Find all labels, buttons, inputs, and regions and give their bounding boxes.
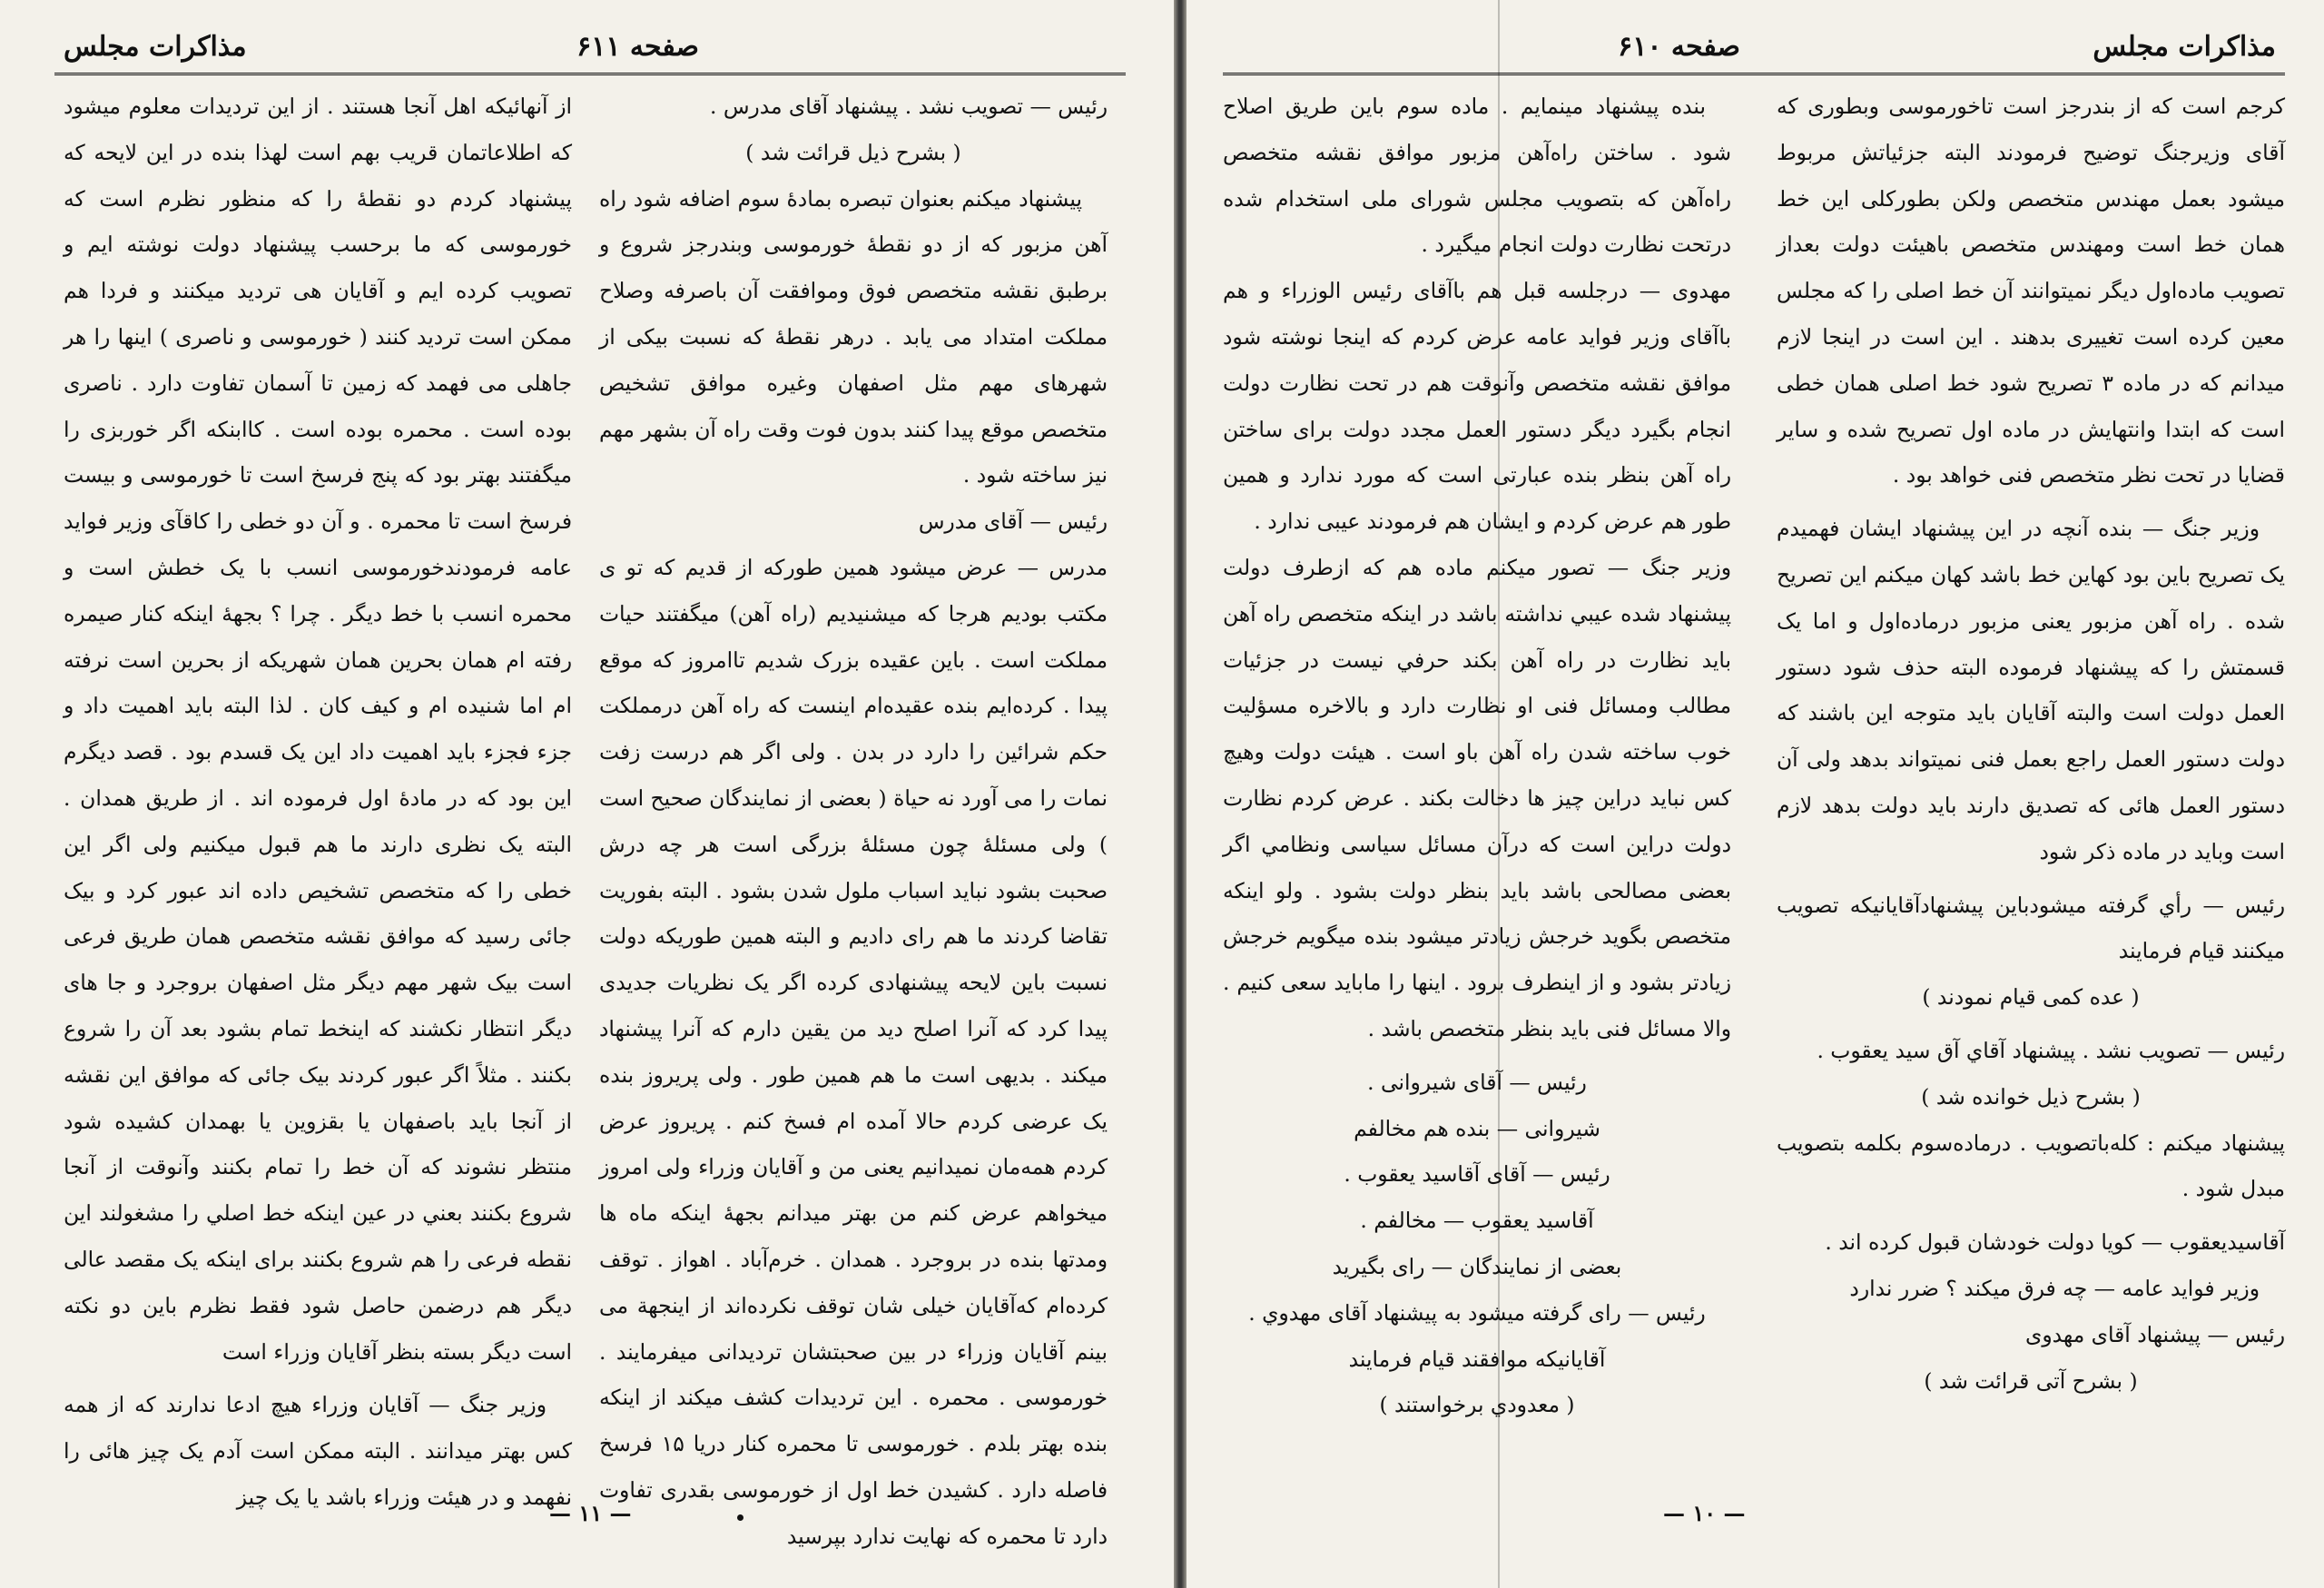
paragraph: آقایانیکه موافقند قیام فرمایند	[1348, 1346, 1606, 1372]
page-610	[1187, 0, 2324, 1588]
column-right	[1777, 84, 2285, 1500]
paragraph: مدرس — عرض میشود همین طورکه از قدیم که تو ی مکتب بودیم هرجا که میشنیدیم (راه آهن) میگفتند حیات مملکت است . باین عقیده بزرک شدیم تاامروز که موقع پیدا . کرده‌ایم بنده عقیده‌ام اینست که راه آهن درمملکت حکم شرائین را دارد در بدن . ولی اگر هم درست زفت نمات را می آورد نه حیاة ( بعضی از نمایندگان صحیح است ) ولی مسئلهٔ چون مسئلهٔ بزرگی است هر چه درش صحبت بشود نباید اسباب ملول شدن بشود . البته بفوریت تقاضا کردند ما هم رای دادیم و البته همین طوریکه دولت نسبت باین لایحه پیشنهادی کرده اگر یک نظریات جدیدی پیدا کرد که آنرا اصلح دید من یقین دارم که آنرا پیشنهاد میکند . بدیهی است ما هم همین طور . ولی پریروز بنده یک عرضی کردم حالا آمده ام فسخ کنم . پریروز عرض کردم همه‌مان نمیدانیم یعنی من و آقایان وزراء ولی امروز میخواهم عرض کنم من بهتر میدانم بجههٔ اینکه ماه ها ومدتها بنده در بروجرد . همدان . خرم‌آباد . اهواز . توقف کرده‌ام که‌آقایان خیلی شان توقف نکرده‌اند از اینجهة می بینم آقایان وزراء در بین صحبتشان تردیدانی میفرمایند . خورموسی . محمره . این تردیدات کشف میکند از اینکه بنده بهتر بلدم . خورموسی تا محمره کنار دریا ۱۵ فرسخ فاصله دارد . کشیدن خط اول از خورموسی بقدری تفاوت دارد تا محمره که نهایت ندارد بپرسید	[599, 554, 1108, 1549]
paragraph: شیروانی — بنده هم مخالفم	[1354, 1115, 1600, 1141]
page-folio: — ۱۰ —	[1663, 1500, 1746, 1526]
paragraph: رئیس — پیشنهاد آقای مهدوی	[2025, 1321, 2285, 1347]
book-gutter	[1174, 0, 1187, 1588]
header-rule	[54, 73, 1126, 75]
paragraph: وزیر جنگ — آقایان وزراء هیچ ادعا ندارند که از همه کس بهتر میدانند . البته ممکن است آدم یک چیز هائی را نفهمد و در هیئت وزراء باشد یا یک چیز	[64, 1392, 572, 1510]
paragraph: پیشنهاد میکنم : کله‌باتصویب . درماده‌سوم بکلمه بتصویب مبدل شود .	[1777, 1129, 2285, 1202]
paragraph: آقاسیدیعقوب — کویا دولت خودشان قبول کرده اند .	[1825, 1229, 2285, 1256]
paragraph: وزیر فواید عامه — چه فرق میکند ؟ ضرر ندارد	[1849, 1275, 2260, 1301]
paragraph: پیشنهاد میکنم بعنوان تبصره بمادهٔ سوم اضافه شود راه آهن مزبور که از دو نقطهٔ خورموسی وبندرجز شروع و برطبق نقشه متخصص فوق وموافقت آن باصرفه وصلاح مملکت امتداد می یابد . درهر نقطهٔ که نسبت بیکی از شهرهای مهم مثل اصفهان وغیره موافق تشخیص متخصص موقع پیدا کنند بدون فوت وقت راه آن بشهر مهم نیز ساخته شود .	[599, 185, 1108, 488]
paragraph: مهدوی — درجلسه قبل هم باآقای رئیس الوزراء و هم باآقای وزیر فواید عامه عرض کردم که اینجا نوشته شود موافق نقشه متخصص وآنوقت هم در تحت نظارت دولت انجام بگیرد دیگر دستور العمل مجدد دولت برای ساختن راه آهن بنظر بنده عبارتی است که مورد ندارد و همین طور هم عرض کردم و ایشان هم فرمودند عیبی ندارد .	[1223, 278, 1731, 535]
paragraph: رئیس — آقای آقاسید یعقوب .	[1344, 1161, 1610, 1188]
paragraph: از آنهائیکه اهل آنجا هستند . از این تردیدات معلوم میشود که اطلاعاتمان قریب بهم است لهذا بنده در این لایحه که پیشنهاد کردم دو نقطهٔ را که منظور نظرم است که خورموسی که ما برحسب پیشنهاد دولت نوشته ایم و تصویب کرده ایم و آقایان هی تردید میکنند و فردا هم ممکن است تردید کنند ( خورموسی و ناصری ) اینها را هر جاهلی می فهمد که زمین تا آسمان تفاوت دارد . ناصری بوده است . محمره بوده است . کاابنکه اگر خوربزی را میگفتند بهتر بود که پنج فرسخ است تا خورموسی و بیست فرسخ است تا محمره . و آن دو خطی را کاقآی وزیر فواید عامه فرمودندخورموسی انسب با یک خطش است و محمره انسب با خط دیگر . چرا ؟ بجههٔ اینکه کنار صیمره رفته ام همان بحرین همان شهریکه از بحرین است نرفته ام اما شنیده ام و کیف کان . لذا البته باید اهمیت داد و جزء فجزء باید اهمیت داد این یک قسدم بود . قصد دیگرم این بود که در مادهٔ اول فرموده اند . از طریق همدان . البته یک نظری دارند ما هم قبول میکنیم ولی اگر این خطی را که متخصص تشخیص داده اند عبور کرد و بیک جائی رسید که موافق نقشه متخصص همان طریق فرعی است بیک شهر مهم دیگر مثل اصفهان بروجرد و جا های دیگر انتظار نکشند که اینخط تمام بشود بعد آن را شروع بکنند . مثلاً اگر عبور کردند بیک جائی که موافق این نقشه از آنجا باید باصفهان یا بقزوین یا بهمدان کشیده شود منتظر نشوند که آن خط را تمام بکنند وآنوقت از آنجا شروع بکنند بعني در عین اینکه خط اصلي را مشغولند این نقطه فرعی را هم شروع بکنند برای اینکه یک مقصد عالی دیگر هم درضمن حاصل شود فقط نظرم باین دو نکته است دیگر بسته بنظر آقایان وزراء است	[64, 94, 572, 1365]
paragraph: کرجم است که از بندرجز است تاخورموسی وبطوری که آقای وزیرجنگ توضیح فرمودند البته جزئیاتش مربوط میشود بعمل مهندس متخصص ولکن بطورکلی این خط همان خط است ومهندس متخصص باهیئت دولت بعداز تصویب ماده‌اول دیگر نمیتوانند آن خط اصلی را که مجلس معین کرده است تغییری بدهند . این است در اینجا لازم میدانم که در ماده ۳ تصریح شود خط اصلی همان خطی است که ابتدا وانتهایش در ماده اول تصریح شده و سایر قضایا در تحت نظر متخصص فنی خواهد بود .	[1777, 94, 2285, 488]
paragraph: رئیس — رای گرفته میشود به پیشنهاد آقای مهدوي .	[1248, 1299, 1706, 1326]
header-page-number: صفحه ۶۱۱	[576, 31, 699, 63]
paragraph: ( بشرح ذیل قرائت شد )	[745, 139, 961, 165]
paragraph: ( عده کمی قیام نمودند )	[1922, 984, 2140, 1011]
header-page-number: صفحه ۶۱۰	[1618, 31, 1740, 63]
paragraph: رئیس — تصویب نشد . پیشنهاد آقای مدرس .	[709, 94, 1108, 119]
margin-dot	[737, 1514, 743, 1521]
paragraph: رئیس — تصویب نشد . پیشنهاد آقاي آق سید یعقوب .	[1817, 1037, 2285, 1063]
paragraph: ( بشرح آتی قرائت شد )	[1924, 1367, 2138, 1394]
column-left	[64, 84, 572, 1510]
paragraph: آقاسید یعقوب — مخالفم .	[1360, 1208, 1594, 1234]
column-right	[599, 84, 1108, 1549]
page-header	[54, 25, 1126, 73]
paragraph: رئیس — آقای شیروانی .	[1367, 1069, 1587, 1095]
paragraph: رئیس — آقای مدرس	[918, 508, 1108, 535]
paragraph: وزیر جنگ — بنده آنچه در این پیشنهاد ایشان فهمیدم یک تصریح باین بود کهاین خط باشد کهان میکنم این تصریح شده . راه آهن مزبور یعنی مزبور درماده‌اول و اما یک قسمتش را که پیشنهاد فرموده البته حذف شود دستور العمل دولت است والبته آقایان باید متوجه این باشند که دولت دستور العمل راجع بعمل فنی نمیتواند بدهد ولی آن دستور العمل هائی که تصدیق دارند باید دولت بدهد لازم است وباید در ماده ذکر شود	[1777, 516, 2285, 864]
page-folio: — ۱۱ —	[549, 1500, 632, 1526]
paragraph: بنده پیشنهاد مینمایم . ماده سوم باین طریق اصلاح شود . ساختن راه‌آهن مزبور موافق نقشه متخصص راه‌آهن که بتصویب مجلس شورای ملی استخدام شده درتحت نظارت دولت انجام میگیرد .	[1223, 94, 1731, 258]
paragraph: رئیس — رأي گرفته میشودباین پیشنهادآقایانیکه تصویب میکنند قیام فرمایند	[1777, 892, 2285, 964]
paragraph: ( بشرح ذیل خوانده شد )	[1921, 1083, 2141, 1110]
header-title: مذاکرات مجلس	[2093, 31, 2276, 63]
header-rule	[1223, 73, 2285, 75]
paragraph: بعضی از نمایندگان — رای بگیرید	[1332, 1253, 1622, 1279]
header-title: مذاکرات مجلس	[64, 31, 247, 63]
paragraph: وزیر جنگ — تصور میکنم ماده هم که ازطرف دولت پیشنهاد شده عیبي نداشته باشد در اینکه متخصص راه آهن باید نظارت در راه آهن بکند حرفي نیست در جزئیات مطالب ومسائل فنی او نظارت دارد و بالاخره مسؤلیت خوب ساخته شدن راه آهن باو است . هیئت دولت وهیچ کس نباید دراین چیز ها دخالت بکند . عرض کردم نظارت دولت دراین است که درآن مسائل سیاسی ونظامي اگر بعضی مصالحی باشد باید بنظر دولت بشود . ولو اینکه متخصص بگوید خرجش زیادتر میشود بنده میگویم خرجش زیادتر بشود و از اینطرف برود . اینها را ماباید سعی کنیم . والا مسائل فنی باید بنظر متخصص باشد .	[1223, 554, 1731, 1041]
paragraph: ( معدودي برخواستند )	[1379, 1392, 1575, 1418]
page-header	[1223, 25, 2285, 73]
column-left	[1223, 84, 1731, 1500]
